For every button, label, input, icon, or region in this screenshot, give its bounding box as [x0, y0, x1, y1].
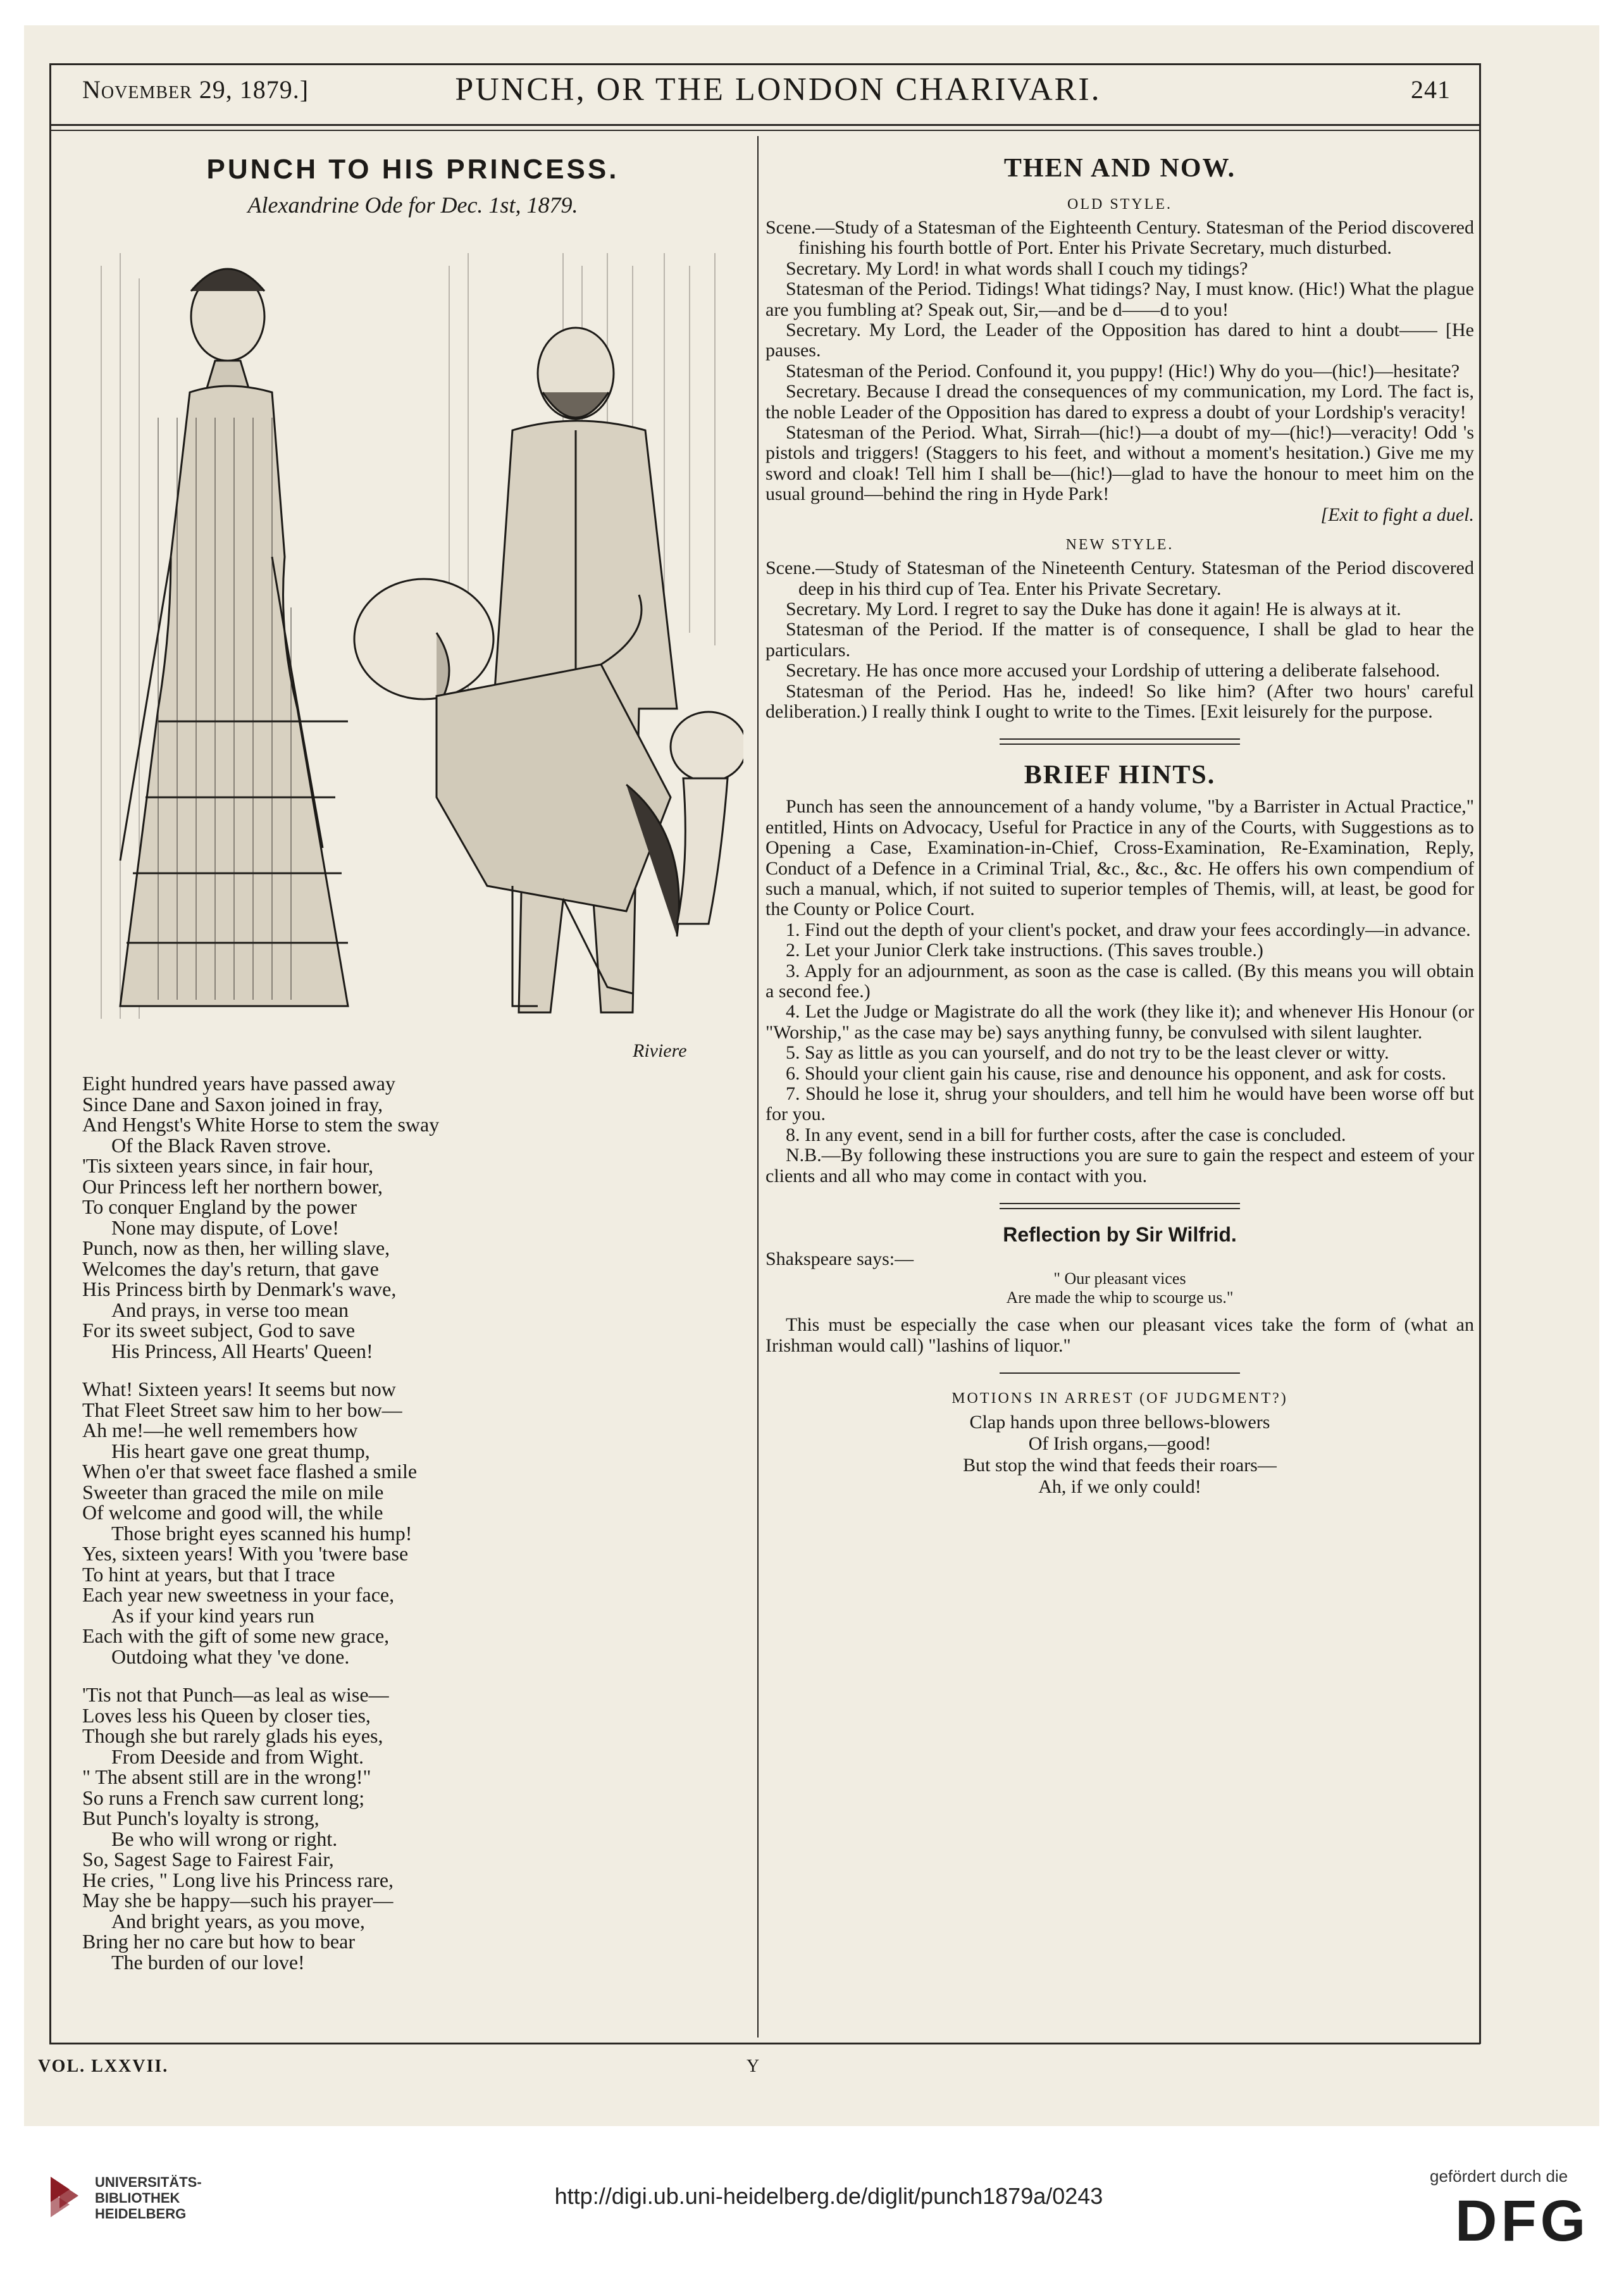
poem-line: Of welcome and good will, the while	[82, 1501, 383, 1524]
poem-title: PUNCH TO HIS PRINCESS.	[206, 154, 619, 185]
poem-line: Though she but rarely glads his eyes,	[82, 1724, 383, 1747]
verse-line: Of Irish organs,—good!	[1028, 1433, 1212, 1455]
dialogue-line: Secretary. My Lord. I regret to say the Duke has done it again! He is always at it.	[786, 598, 1401, 619]
poem-line: " The absent still are in the wrong!"	[82, 1765, 371, 1788]
section-separator	[1000, 1372, 1240, 1374]
poem-line: That Fleet Street saw him to her bow—	[82, 1398, 402, 1421]
hint-item: 6. Should your client gain his cause, rise and denounce his opponent, and ask for costs.	[786, 1062, 1446, 1084]
poem-line: Sweeter than graced the mile on mile	[82, 1480, 384, 1503]
dialogue-line: Statesman of the Period. What, Sirrah—(hic!)—a doubt of my—(hic!)—veracity! Odd 's pistols and triggers! (Staggers to his feet, and without a moment's hesitation.) Give me my sword and cloak! Tell him I shall be—(hic!)—glad to have the honour to meet him on the usual ground—behind the ring in Hyde Park!	[766, 422, 1474, 505]
dialogue-line: Statesman of the Period. Tidings! What tidings? Nay, I must know. (Hic!) What the plague are you fumbling at? Speak out, Sir,—and be d——d to you!	[766, 278, 1474, 320]
poem-line: Loves less his Queen by closer ties,	[82, 1703, 371, 1727]
poem-line: Of the Black Raven strove.	[111, 1133, 332, 1157]
column-divider	[757, 136, 759, 2038]
poem-line: 'Tis not that Punch—as leal as wise—	[82, 1683, 389, 1706]
frame-bottom-rule	[49, 2043, 1480, 2044]
poem-line: And Hengst's White Horse to stem the sway	[82, 1113, 440, 1136]
verse-line: Clap hands upon three bellows-blowers	[969, 1412, 1270, 1433]
poem-line: To conquer England by the power	[82, 1195, 357, 1218]
volume-label: VOL. LXXVII.	[38, 2056, 169, 2076]
poem-line: Those bright eyes scanned his hump!	[111, 1521, 412, 1545]
hint-item: 7. Should he lose it, shrug your shoulders, and tell him he would have been worse off but for you.	[766, 1083, 1474, 1125]
poem-line: What! Sixteen years! It seems but now	[82, 1378, 396, 1400]
left-column	[82, 152, 743, 1990]
poem-line: Outdoing what they 've done.	[111, 1645, 350, 1668]
poem-line: May she be happy—such his prayer—	[82, 1889, 394, 1912]
dfg-logo: DFG	[1455, 2189, 1590, 2253]
poem-line: Ah me!—he well remembers how	[82, 1419, 358, 1441]
dialogue-line: Secretary. My Lord! in what words shall I couch my tidings?	[786, 258, 1248, 279]
poem-line: His Princess, All Hearts' Queen!	[111, 1339, 373, 1362]
hint-item: N.B.—By following these instructions you are sure to gain the respect and esteem of your clients and all who may come in contact with you.	[766, 1145, 1474, 1186]
funded-by-label: gefördert durch die	[1430, 2167, 1568, 2186]
section-separator	[1000, 1203, 1240, 1209]
brief-hints-list	[766, 920, 1474, 1186]
poem-line: He cries, " Long live his Princess rare,	[82, 1868, 394, 1891]
poem-line: So runs a French saw current long;	[82, 1786, 365, 1809]
hint-item: 2. Let your Junior Clerk take instructions. (This saves trouble.)	[786, 940, 1263, 961]
poem-line: Welcomes the day's return, that gave	[82, 1257, 379, 1280]
poem-line: As if your kind years run	[111, 1603, 314, 1627]
dialogue-line: Statesman of the Period. If the matter is of consequence, I shall be glad to hear the particulars.	[766, 619, 1474, 661]
motions-title: MOTIONS IN ARREST (OF JUDGMENT?)	[951, 1390, 1288, 1407]
dialogue-line: Statesman of the Period. Has he, indeed! So like him? (After two hours' careful deliberation.) I really think I ought to write to the Times. [Exit leisurely for the purpose.	[766, 680, 1474, 722]
poem-stanza	[82, 1684, 743, 1972]
engraving-illustration	[82, 228, 743, 1063]
poem-line: Punch, now as then, her willing slave,	[82, 1236, 390, 1259]
digitisation-footer	[0, 2151, 1624, 2271]
poem-line: Each with the gift of some new grace,	[82, 1624, 390, 1647]
frame-left-rule	[49, 63, 51, 2044]
reflection-quote-line-2: Are made the whip to scourge us."	[1006, 1288, 1234, 1307]
poem-line: To hint at years, but that I trace	[82, 1562, 335, 1586]
header-date: November 29, 1879.]	[82, 75, 309, 104]
header-page-number: 241	[1411, 75, 1451, 104]
poem-line: But Punch's loyalty is strong,	[82, 1807, 319, 1829]
poem-line: None may dispute, of Love!	[111, 1216, 339, 1239]
poem-line: Bring her no care but how to bear	[82, 1930, 355, 1953]
source-url-link[interactable]: http://digi.ub.uni-heidelberg.de/diglit/punch1879a/0243	[554, 2183, 1103, 2209]
header-bottom-rule	[49, 124, 1480, 126]
old-style-dialogue	[766, 259, 1474, 505]
poem-line: Our Princess left her northern bower,	[82, 1174, 383, 1198]
old-style-scene: Scene.—Study of a Statesman of the Eighteenth Century. Statesman of the Period discovered finishing his fourth bottle of Port. Enter his Private Secretary, much disturbed.	[766, 217, 1474, 259]
reflection-says: Shakspeare says:—	[766, 1248, 914, 1270]
new-style-dialogue	[766, 599, 1474, 722]
frame-top-rule	[49, 63, 1480, 65]
poem-line: Since Dane and Saxon joined in fray,	[82, 1092, 383, 1116]
poem-line: Eight hundred years have passed away	[82, 1072, 395, 1095]
dialogue-line: Statesman of the Period. Confound it, you puppy! (Hic!) Why do you—(hic!)—hesitate?	[786, 360, 1460, 382]
brief-hints-intro: Punch has seen the announcement of a handy volume, "by a Barrister in Actual Practice," entitled, Hints on Advocacy, Useful for Practice in any of the Courts, with Suggestions as to Opening a Case, Examination-in-Chief, Cross-Examination, Re-Examination, Reply, Conduct of a Defence in a Criminal Trial, &c., &c., &c. He offers his own compendium of such a manual, which, if not suited to superior temples of Themis, will, at least, be good for the County or Police Court.	[766, 796, 1474, 920]
poem-line: His heart gave one great thump,	[111, 1439, 370, 1462]
old-style-heading: OLD STYLE.	[1067, 196, 1172, 213]
poem-line: Be who will wrong or right.	[111, 1827, 338, 1850]
brief-hints-title: BRIEF HINTS.	[1024, 761, 1216, 790]
university-library-logo-icon	[44, 2170, 85, 2221]
motions-verse	[766, 1412, 1474, 1498]
header-title: PUNCH, OR THE LONDON CHARIVARI.	[455, 72, 1101, 108]
poem-line: So, Sagest Sage to Fairest Fair,	[82, 1848, 334, 1870]
university-library-name: UNIVERSITÄTS- BIBLIOTHEK HEIDELBERG	[95, 2174, 202, 2222]
poem-stanza	[82, 1379, 743, 1667]
poem-line: The burden of our love!	[111, 1950, 305, 1974]
poem-line: For its sweet subject, God to save	[82, 1319, 356, 1341]
poem-subtitle: Alexandrine Ode for Dec. 1st, 1879.	[247, 192, 578, 218]
illustration-signature: Riviere	[633, 1040, 687, 1061]
poem-line: 'Tis sixteen years since, in fair hour,	[82, 1154, 374, 1177]
right-column	[766, 152, 1474, 1498]
poem-line: When o'er that sweet face flashed a smile	[82, 1460, 418, 1483]
header-bottom-rule-2	[49, 130, 1480, 131]
poem-stanza	[82, 1073, 743, 1361]
new-style-heading: NEW STYLE.	[1065, 537, 1174, 554]
then-and-now-title: THEN AND NOW.	[1003, 154, 1236, 183]
hint-item: 5. Say as little as you can yourself, and do not try to be the least clever or witty.	[786, 1042, 1389, 1064]
engraving-svg	[82, 228, 743, 1063]
reflection-title: Reflection by Sir Wilfrid.	[1003, 1223, 1237, 1247]
reflection-text: This must be especially the case when our pleasant vices take the form of (what an Irishman would call) "lashins of liquor."	[766, 1314, 1474, 1356]
hint-item: 1. Find out the depth of your client's pocket, and draw your fees accordingly—in advance.	[786, 919, 1471, 940]
dialogue-line: Secretary. He has once more accused your Lordship of uttering a deliberate falsehood.	[786, 660, 1441, 681]
poem-line: Each year new sweetness in your face,	[82, 1583, 395, 1606]
reflection-quote-line-1: " Our pleasant vices	[1053, 1269, 1186, 1288]
poem-line: Yes, sixteen years! With you 'twere base	[82, 1542, 409, 1565]
hint-item: 3. Apply for an adjournment, as soon as the case is called. (By this means you will obtain a second fee.)	[766, 960, 1474, 1002]
signature-mark: Y	[747, 2056, 760, 2076]
old-style-exit: [Exit to fight a duel.	[1320, 504, 1474, 525]
hint-item: 8. In any event, send in a bill for further costs, after the case is concluded.	[786, 1124, 1346, 1145]
dialogue-line: Secretary. Because I dread the consequences of my communication, my Lord. The fact is, the noble Leader of the Opposition has dared to express a doubt of your Lordship's veracity!	[766, 381, 1474, 423]
poem-line: And prays, in verse too mean	[111, 1298, 349, 1321]
dialogue-line: Secretary. My Lord, the Leader of the Opposition has dared to hint a doubt—— [He pauses.	[766, 320, 1474, 361]
poem-line: From Deeside and from Wight.	[111, 1745, 364, 1768]
verse-line: Ah, if we only could!	[1038, 1476, 1201, 1498]
verse-line: But stop the wind that feeds their roars—	[963, 1455, 1277, 1476]
poem-body	[82, 1073, 743, 1972]
section-separator	[1000, 738, 1240, 745]
poem-line: And bright years, as you move,	[111, 1909, 365, 1932]
poem-line: His Princess birth by Denmark's wave,	[82, 1278, 397, 1300]
new-style-scene: Scene.—Study of Statesman of the Nineteenth Century. Statesman of the Period discovered deep in his third cup of Tea. Enter his Private Secretary.	[766, 557, 1474, 599]
hint-item: 4. Let the Judge or Magistrate do all the work (they like it); and whenever His Honour (or "Worship," as the case may be) says anything funny, be convulsed with silent laughter.	[766, 1001, 1474, 1043]
frame-right-rule	[1479, 63, 1481, 2044]
